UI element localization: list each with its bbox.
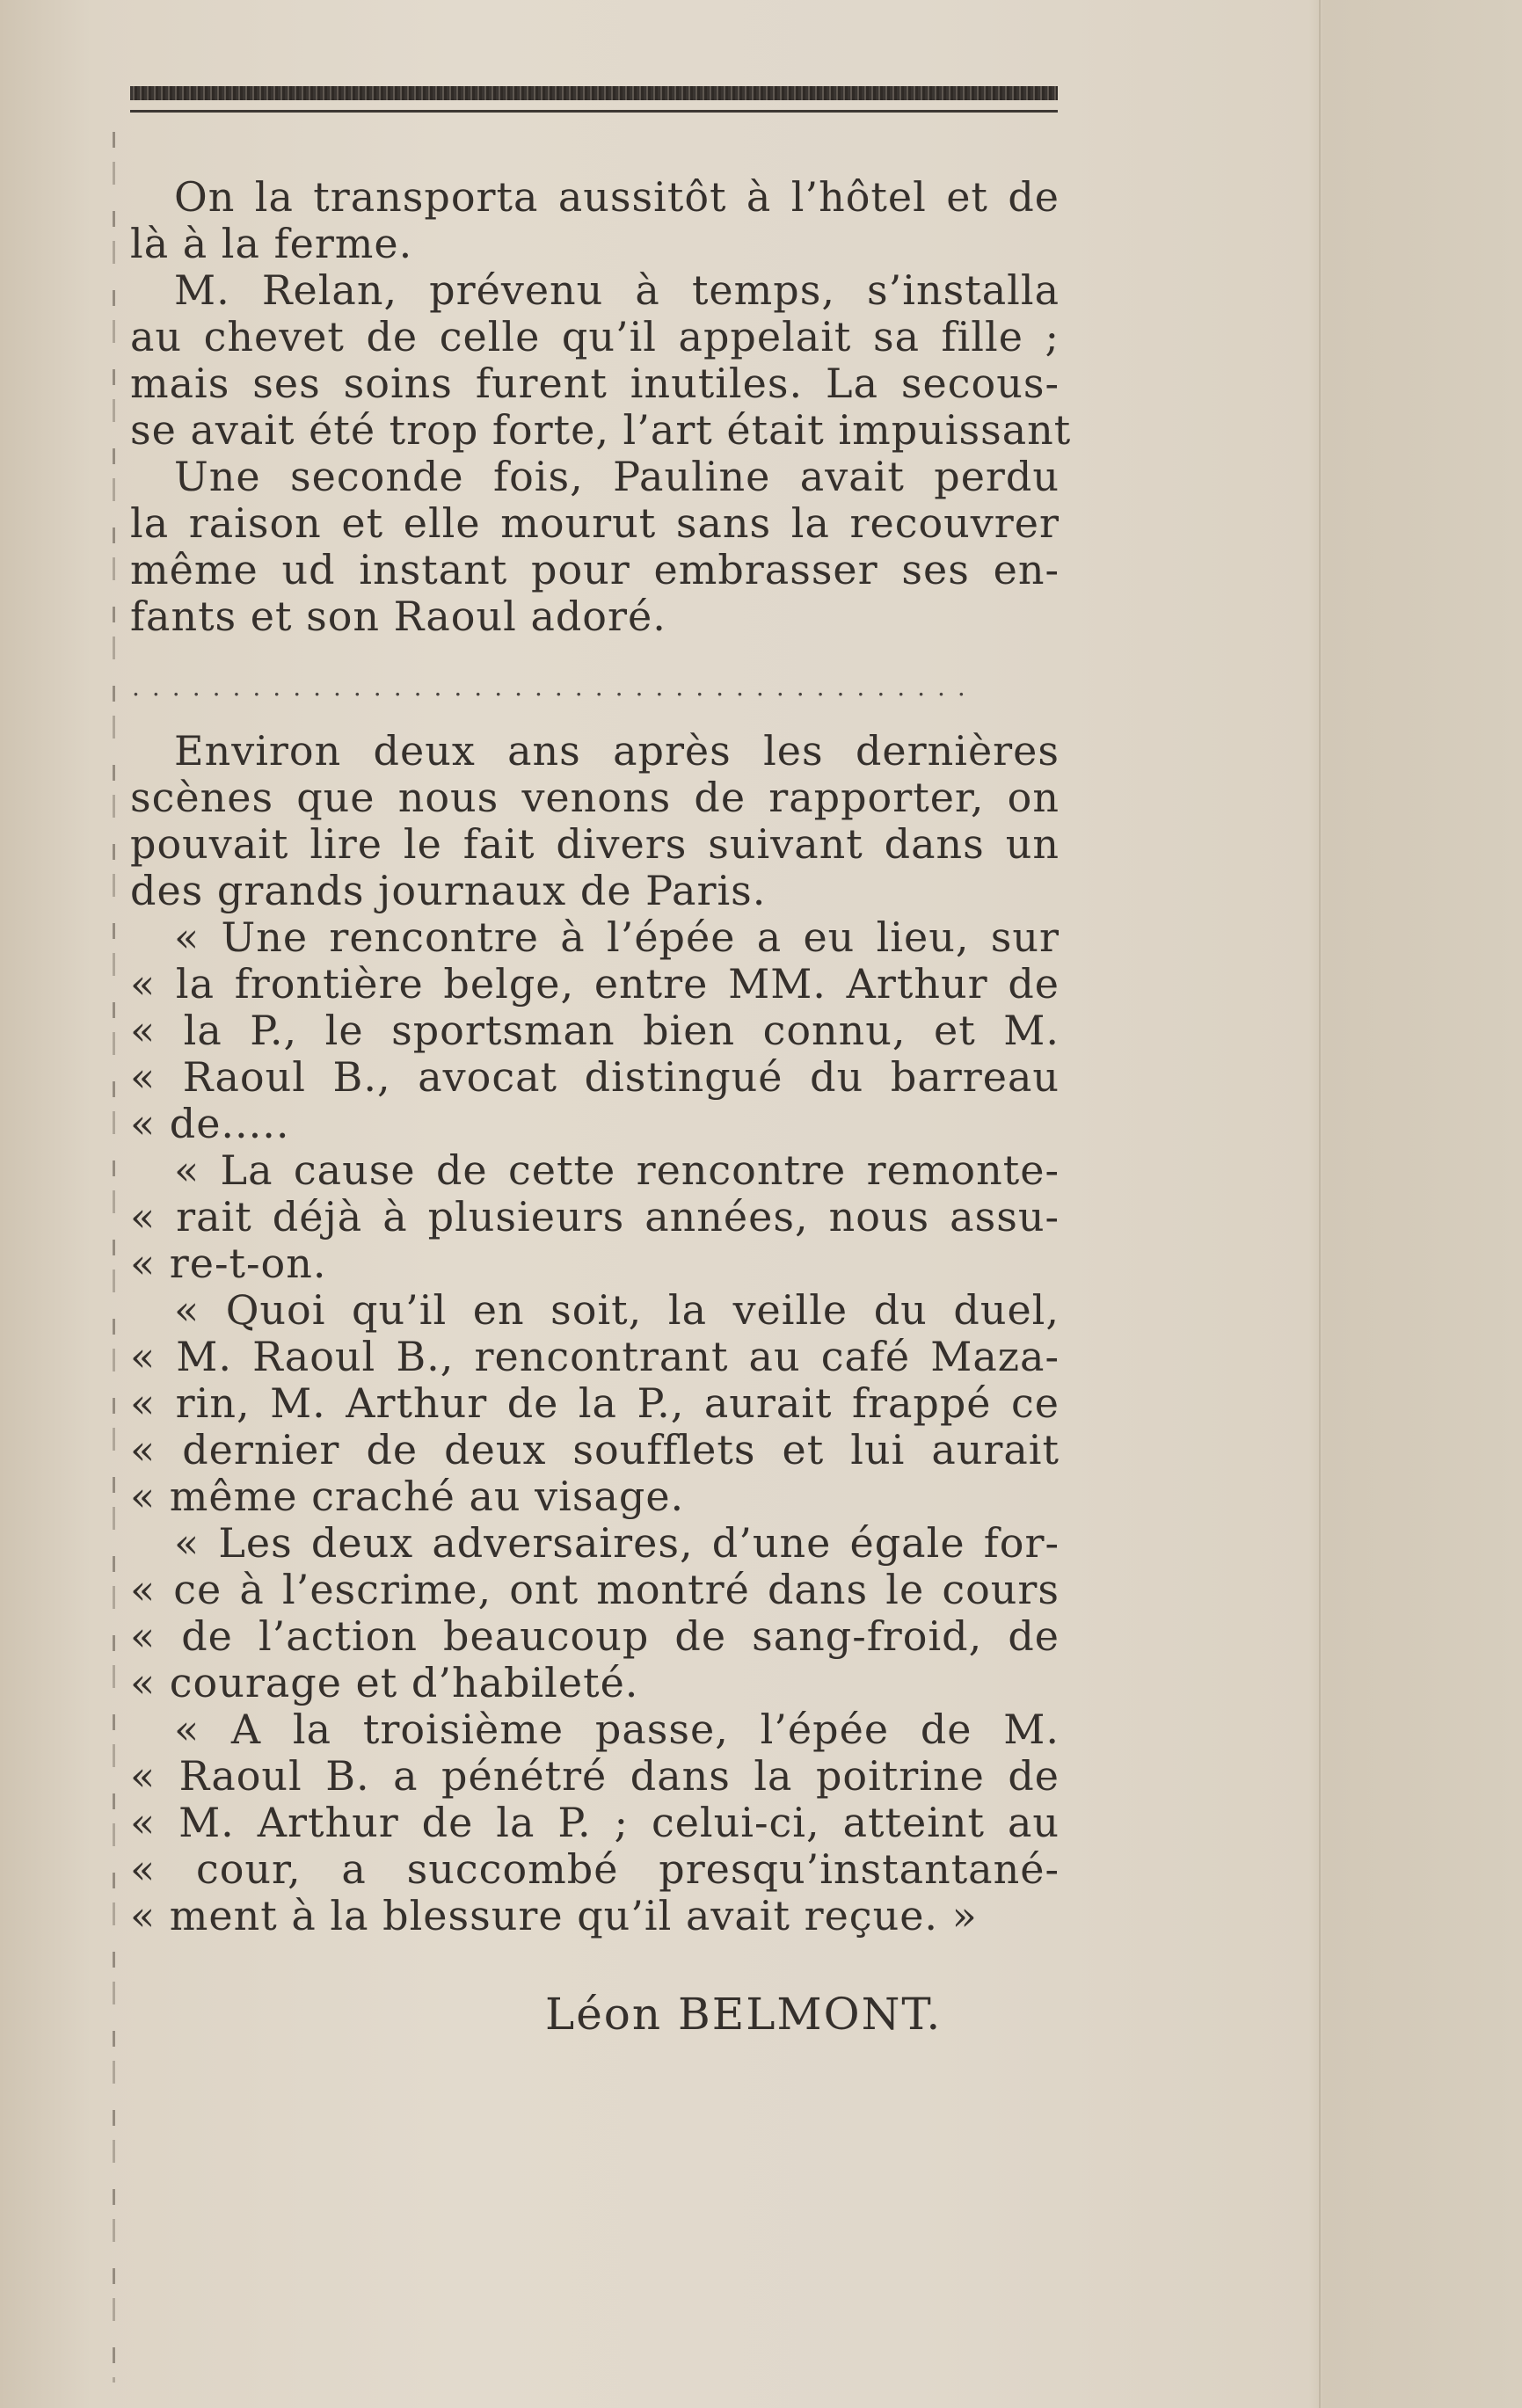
- text-line: « A la troisième passe, l’épée de M.: [174, 1706, 1060, 1753]
- text-line: « re-t-on.: [130, 1240, 327, 1287]
- section-separator: ..........................................: [132, 673, 978, 699]
- text-line: « rin, M. Arthur de la P., aurait frappé ce: [130, 1379, 1060, 1427]
- left-edge-marks: [113, 132, 115, 2383]
- text-line: mais ses soins furent inutiles. La secous-: [130, 360, 1060, 407]
- text-line: « Les deux adversaires, d’une égale for-: [174, 1519, 1060, 1567]
- text-line: là à la ferme.: [130, 220, 413, 267]
- text-line: « même craché au visage.: [130, 1473, 685, 1520]
- text-line: se avait été trop forte, l’art était impuissant: [130, 406, 1072, 454]
- text-line: « Une rencontre à l’épée a eu lieu, sur: [174, 913, 1060, 961]
- text-line: même ud instant pour embrasser ses en-: [130, 546, 1060, 593]
- page-fold-line: [1319, 0, 1321, 2408]
- text-line: On la transporta aussitôt à l’hôtel et de: [174, 173, 1060, 221]
- text-line: « La cause de cette rencontre remonte-: [174, 1146, 1060, 1194]
- text-line: au chevet de celle qu’il appelait sa fille ;: [130, 313, 1060, 360]
- text-line: « courage et d’habileté.: [130, 1659, 639, 1706]
- text-line: Une seconde fois, Pauline avait perdu: [174, 453, 1060, 500]
- text-line: « dernier de deux soufflets et lui aurait: [130, 1426, 1060, 1473]
- author-signature: Léon BELMONT.: [545, 1989, 943, 2040]
- text-line: « ment à la blessure qu’il avait reçue. »: [130, 1892, 978, 1939]
- text-line: « de l’action beaucoup de sang-froid, de: [130, 1612, 1060, 1660]
- text-line: « Raoul B. a pénétré dans la poitrine de: [130, 1752, 1060, 1800]
- text-line: « Quoi qu’il en soit, la veille du duel,: [174, 1286, 1060, 1334]
- text-line: « M. Arthur de la P. ; celui-ci, atteint au: [130, 1799, 1060, 1846]
- text-line: fants et son Raoul adoré.: [130, 593, 666, 640]
- text-line: « de.....: [130, 1100, 290, 1147]
- text-line: la raison et elle mourut sans la recouvrer: [130, 499, 1060, 547]
- text-line: « ce à l’escrime, ont montré dans le cours: [130, 1566, 1060, 1613]
- text-line: scènes que nous venons de rapporter, on: [130, 774, 1060, 821]
- text-line: des grands journaux de Paris.: [130, 867, 767, 914]
- text-line: Environ deux ans après les dernières: [174, 727, 1060, 775]
- text-line: pouvait lire le fait divers suivant dans un: [130, 820, 1060, 868]
- text-line: « cour, a succombé presqu’instantané-: [130, 1845, 1060, 1893]
- text-block-bottom: [130, 728, 1060, 1939]
- text-line: M. Relan, prévenu à temps, s’installa: [174, 266, 1060, 314]
- header-rule-thick: [130, 86, 1058, 100]
- text-line: « M. Raoul B., rencontrant au café Maza-: [130, 1333, 1060, 1380]
- text-line: « rait déjà à plusieurs années, nous assu-: [130, 1193, 1060, 1240]
- text-line: « la frontière belge, entre MM. Arthur de: [130, 960, 1060, 1008]
- text-line: « Raoul B., avocat distingué du barreau: [130, 1053, 1060, 1101]
- text-block-top: [130, 173, 1072, 640]
- header-rule-thin: [130, 110, 1058, 113]
- text-line: « la P., le sportsman bien connu, et M.: [130, 1007, 1060, 1054]
